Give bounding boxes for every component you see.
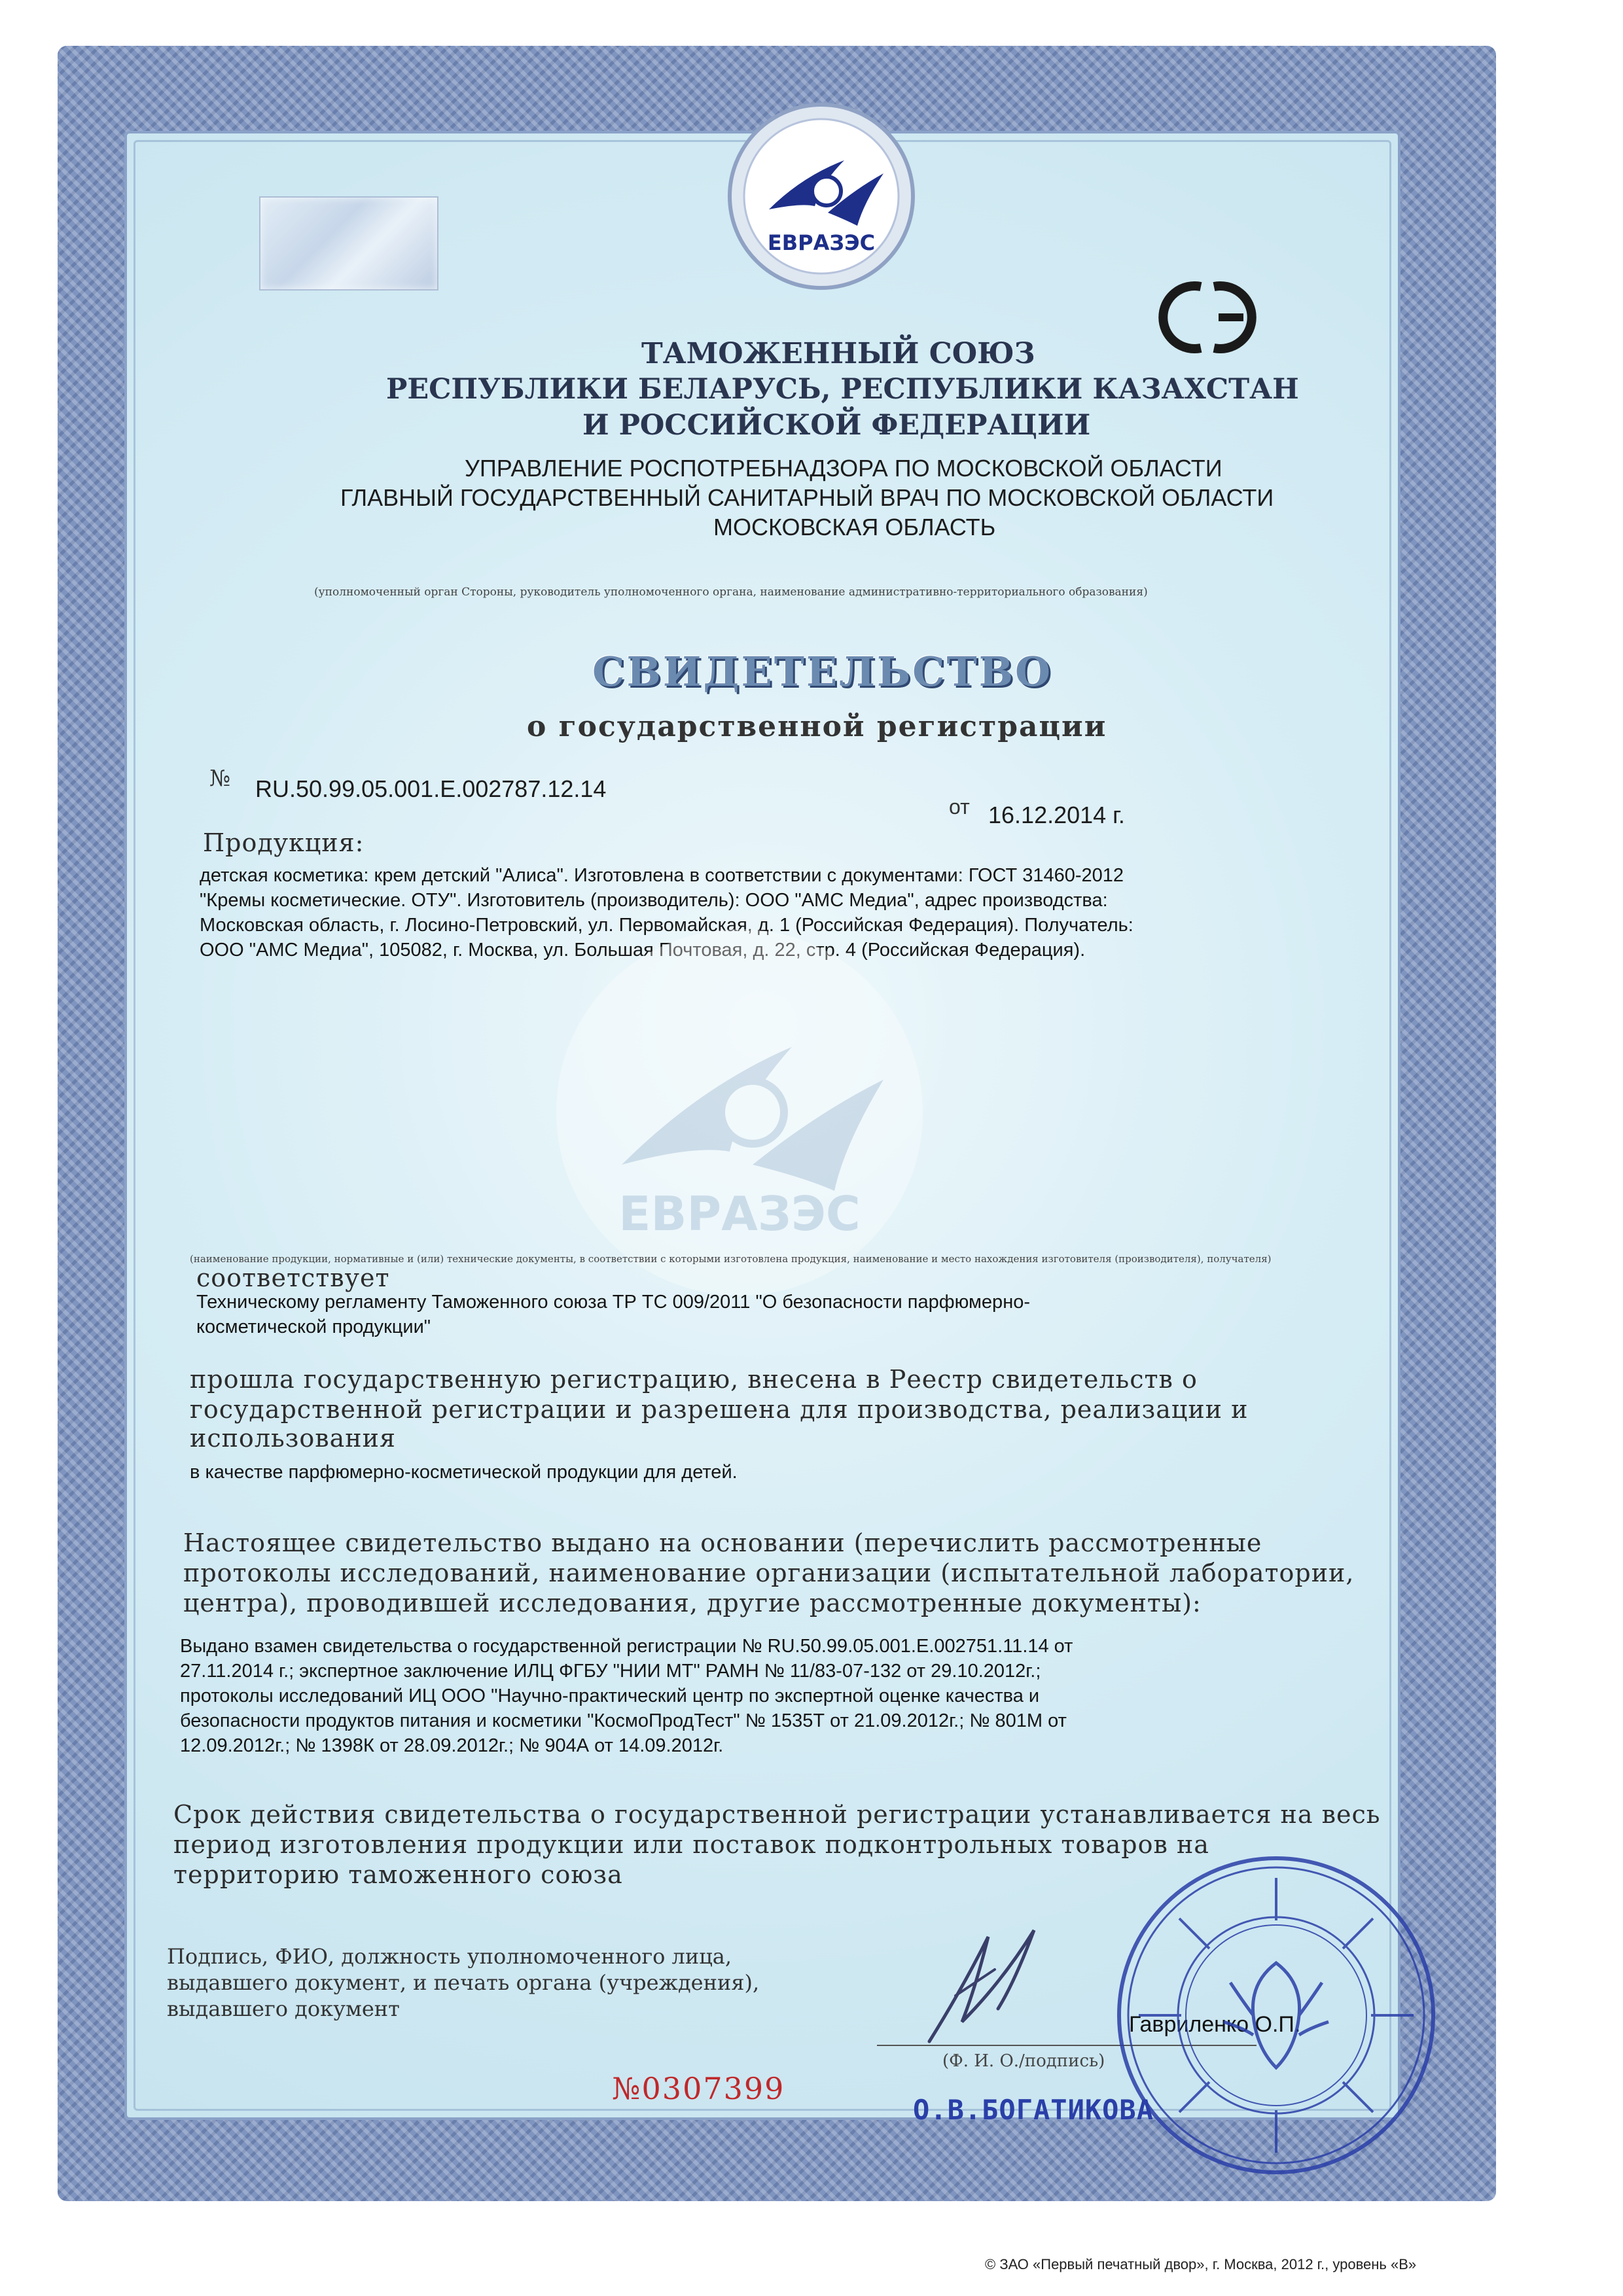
usage-text: в качестве парфюмерно-косметической продукции для детей. xyxy=(190,1462,738,1483)
product-line-1: детская косметика: крем детский "Алиса". Изготовлена в соответствии с документами: ГОСТ 31460-2012 xyxy=(200,865,1124,886)
validity-line-2: период изготовления продукции или поставок подконтрольных товаров на xyxy=(173,1830,1209,1859)
product-line-3: Московская область, г. Лосино-Петровский, ул. Первомайская, д. 1 (Российская Федерация). Получатель: xyxy=(200,915,1133,936)
conformity-line-1: Техническому регламенту Таможенного союза ТР ТС 009/2011 "О безопасности парфюмерно- xyxy=(196,1292,1030,1313)
signature-caption-3: выдавшего документ xyxy=(167,1996,400,2021)
republics-line: РЕСПУБЛИКИ БЕЛАРУСЬ, РЕСПУБЛИКИ КАЗАХСТАН xyxy=(386,373,1299,406)
certificate-subtitle: о государственной регистрации xyxy=(527,710,1107,743)
watermark-emblem xyxy=(543,916,936,1309)
emblem-text: ЕВРАЗЭС xyxy=(767,230,876,255)
certificate-title: СВИДЕТЕЛЬСТВО xyxy=(592,648,1052,696)
number-prefix: № xyxy=(209,766,231,792)
federation-line: И РОССИЙСКОЙ ФЕДЕРАЦИИ xyxy=(582,409,1091,442)
authority-caption: (уполномоченный орган Стороны, руководитель уполномоченного органа, наименование административно-территориального образования) xyxy=(314,586,1148,599)
basis-text-4: безопасности продуктов питания и косметики "КосмоПродТест" № 1535Т от 21.09.2012г.; № 801М от xyxy=(180,1710,1067,1731)
registered-line-3: использования xyxy=(190,1424,396,1453)
signatory-name: Гавриленко О.П. xyxy=(1129,2012,1301,2037)
product-label: Продукция: xyxy=(203,828,365,857)
official-seal xyxy=(1113,1852,1440,2179)
date-prefix: от xyxy=(949,795,970,819)
registered-line-1: прошла государственную регистрацию, внесена в Реестр свидетельств о xyxy=(190,1365,1198,1394)
product-line-4: ООО "АМС Медиа", 105082, г. Москва, ул. Большая Почтовая, д. 22, стр. 4 (Российская Федерация). xyxy=(200,940,1086,961)
basis-line-3: центра), проводившей исследования, другие рассмотренные документы): xyxy=(183,1589,1202,1617)
fio-caption: (Ф. И. О./подпись) xyxy=(942,2051,1105,2071)
registration-number: RU.50.99.05.001.E.002787.12.14 xyxy=(255,775,607,802)
se-logo xyxy=(1145,275,1270,360)
product-caption: (наименование продукции, нормативные и (или) технические документы, в соответствии с которыми изготовлена продукция, наименование и место нахождения изготовителя (производителя), получателя) xyxy=(190,1253,1272,1265)
hologram-sticker xyxy=(259,196,438,291)
watermark-text: ЕВРАЗЭС xyxy=(618,1186,861,1241)
printer-imprint: © ЗАО «Первый печатный двор», г. Москва, 2012 г., уровень «В» xyxy=(985,2256,1417,2272)
signature-caption-1: Подпись, ФИО, должность уполномоченного лица, xyxy=(167,1944,732,1969)
customs-union-title: ТАМОЖЕННЫЙ СОЮЗ xyxy=(641,337,1035,370)
basis-text-3: протоколы исследований ИЦ ООО "Научно-практический центр по экспертной оценке качества и xyxy=(180,1686,1040,1706)
basis-line-2: протоколы исследований, наименование организации (испытательной лаборатории, xyxy=(183,1559,1355,1587)
registration-date: 16.12.2014 г. xyxy=(988,802,1125,828)
authority-line-1: УПРАВЛЕНИЕ РОСПОТРЕБНАДЗОРА ПО МОСКОВСКОЙ ОБЛАСТИ xyxy=(465,455,1222,482)
signature-caption-2: выдавшего документ, и печать органа (учреждения), xyxy=(167,1970,760,1995)
authority-line-3: МОСКОВСКАЯ ОБЛАСТЬ xyxy=(713,514,996,540)
registered-line-2: государственной регистрации и разрешена для производства, реализации и xyxy=(190,1395,1249,1424)
basis-text-2: 27.11.2014 г.; экспертное заключение ИЛЦ ФГБУ "НИИ МТ" РАМН № 11/83-07-132 от 29.10.2012г.; xyxy=(180,1661,1041,1682)
validity-line-1: Срок действия свидетельства о государственной регистрации устанавливается на весь xyxy=(173,1800,1381,1829)
conformity-label: соответствует xyxy=(196,1263,390,1292)
basis-text-1: Выдано взамен свидетельства о государственной регистрации № RU.50.99.05.001.E.002751.11.14 от xyxy=(180,1636,1073,1657)
authority-line-2: ГЛАВНЫЙ ГОСУДАРСТВЕННЫЙ САНИТАРНЫЙ ВРАЧ ПО МОСКОВСКОЙ ОБЛАСТИ xyxy=(340,484,1274,511)
eurasec-emblem xyxy=(723,98,919,294)
validity-line-3: территорию таможенного союза xyxy=(173,1860,623,1889)
product-line-2: "Кремы косметические. ОТУ". Изготовитель (производитель): ООО "АМС Медиа", адрес производства: xyxy=(200,890,1108,911)
form-number: №0307399 xyxy=(612,2071,785,2106)
printed-name-stamp: О.В.БОГАТИКОВА xyxy=(913,2094,1154,2126)
basis-text-5: 12.09.2012г.; № 1398К от 28.09.2012г.; № 904А от 14.09.2012г. xyxy=(180,1735,724,1756)
handwritten-signature xyxy=(883,1911,1054,2055)
basis-line-1: Настоящее свидетельство выдано на основании (перечислить рассмотренные xyxy=(183,1528,1262,1557)
conformity-line-2: косметической продукции" xyxy=(196,1316,431,1337)
